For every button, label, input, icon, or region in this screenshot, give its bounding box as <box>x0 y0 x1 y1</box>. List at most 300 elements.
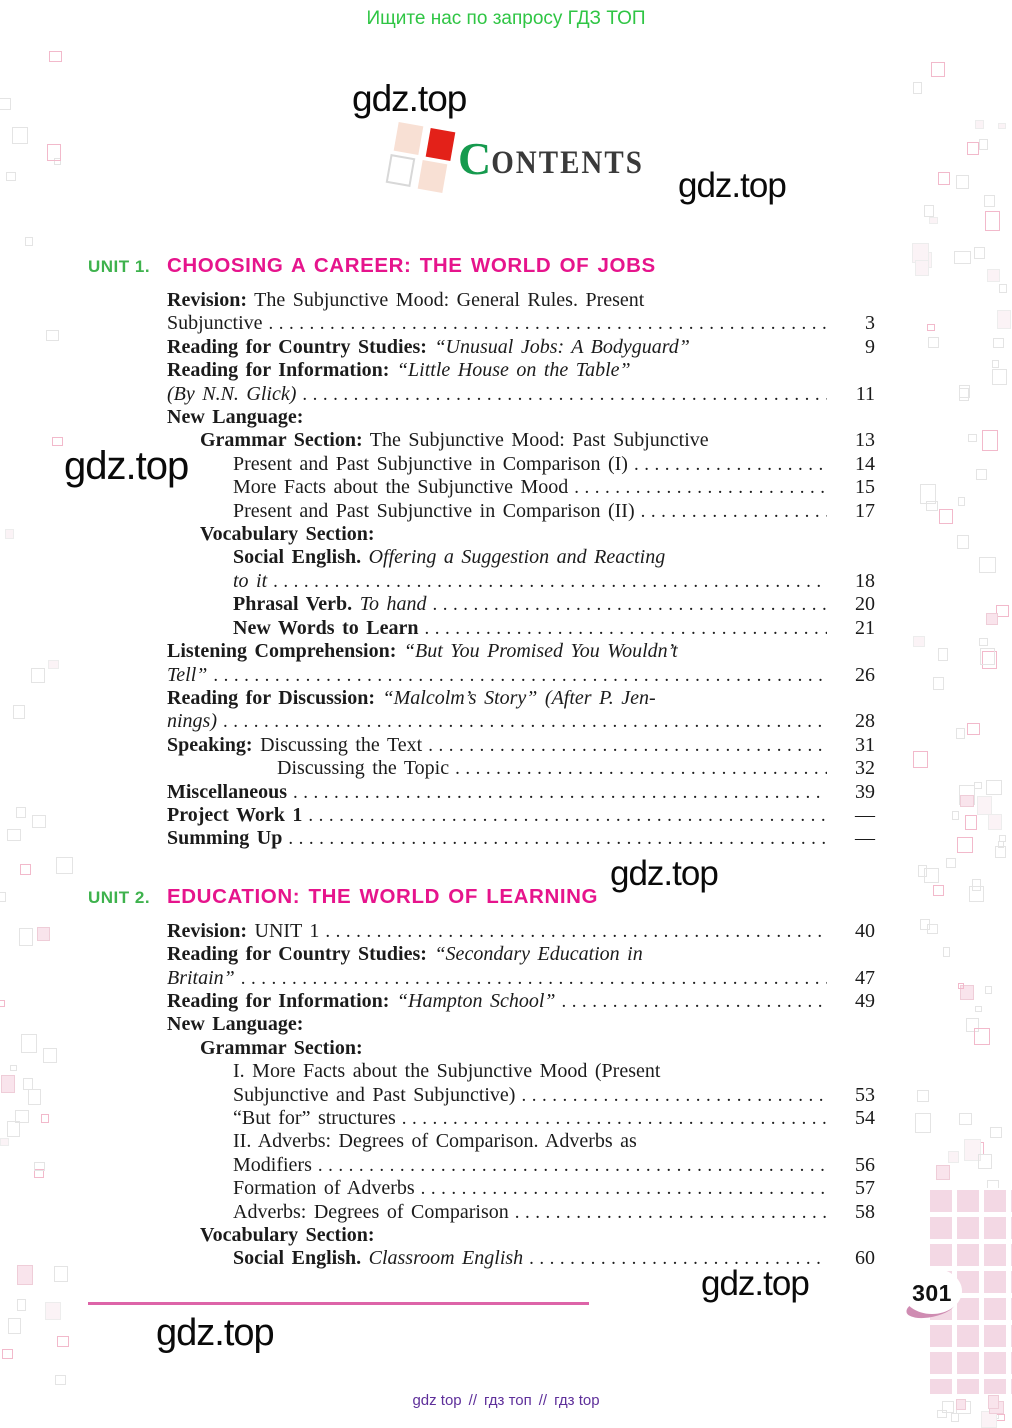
entry-page-number: 28 <box>855 710 875 733</box>
decor-square-icon <box>31 668 44 682</box>
toc-entry <box>167 734 875 757</box>
entry-text <box>167 687 656 710</box>
entry-segment: “But for” structures <box>233 1107 396 1129</box>
decor-square-icon <box>0 98 11 110</box>
decor-square-icon <box>952 811 959 820</box>
dot-leader <box>562 990 827 1013</box>
decor-square-icon <box>2 1349 13 1358</box>
decor-square-icon <box>7 1121 20 1137</box>
divider-line <box>88 1302 589 1305</box>
dot-leader <box>273 570 827 593</box>
toc-entry <box>167 920 875 943</box>
unit-title: EDUCATION: THE WORLD OF LEARNING <box>167 884 599 908</box>
logo-square-beige-bottom-icon <box>418 160 448 193</box>
decor-square-icon <box>52 437 63 446</box>
decor-square-icon <box>967 723 980 735</box>
entry-page-number: 56 <box>855 1153 875 1176</box>
toc-entry <box>167 687 875 710</box>
entry-segment: Subjunctive and Past Subjunctive) <box>233 1083 516 1106</box>
decor-square-icon <box>54 1266 69 1282</box>
toc-entry <box>233 546 875 569</box>
toc-entry <box>167 406 875 429</box>
entry-page-number: 26 <box>855 663 875 686</box>
entry-text <box>167 383 296 406</box>
entry-segment: Revision: <box>167 289 247 311</box>
decor-square-icon <box>956 728 966 739</box>
decor-square-icon <box>55 1375 67 1385</box>
entry-segment: Reading for Information: <box>167 989 390 1012</box>
entry-segment: Revision: <box>167 919 247 942</box>
entry-segment: Miscellaneous <box>167 780 287 803</box>
decor-square-icon <box>985 986 992 994</box>
decor-square-icon <box>967 142 979 154</box>
entry-segment: Grammar Section: <box>200 429 363 452</box>
decor-square-icon <box>999 835 1006 842</box>
contents-wordmark <box>458 133 644 184</box>
toc-entry <box>233 593 875 616</box>
entry-segment: “Secondary Education in <box>426 943 643 966</box>
decor-square-icon <box>984 195 995 207</box>
footer-links <box>0 1392 1012 1409</box>
entry-page-number: 11 <box>855 382 875 405</box>
decor-square-icon <box>927 324 935 331</box>
decor-square-icon <box>21 1034 37 1053</box>
dot-leader <box>515 1201 827 1224</box>
decor-square-icon <box>979 638 988 646</box>
dot-leader <box>432 593 827 616</box>
decor-square-icon <box>946 858 955 869</box>
dot-leader <box>455 757 827 780</box>
decor-square-icon <box>996 1414 1005 1421</box>
entry-segment: Reading for Information: <box>167 359 390 382</box>
entry-page-number: 39 <box>855 780 875 803</box>
decor-square-icon <box>5 529 14 539</box>
entry-text <box>233 1107 396 1130</box>
decor-square-icon <box>915 1113 931 1133</box>
decor-square-icon <box>49 51 61 62</box>
entry-page-number: 47 <box>855 966 875 989</box>
toc-entry <box>233 617 875 640</box>
toc-entry <box>167 943 875 966</box>
footer-separator: // <box>538 1392 548 1409</box>
decor-square-icon <box>959 1113 972 1126</box>
toc-entry <box>277 757 875 780</box>
decor-square-icon <box>17 1265 33 1285</box>
entry-text <box>233 617 418 640</box>
decor-square-icon <box>917 1090 929 1101</box>
entry-text <box>167 406 303 429</box>
decor-square-icon <box>948 1151 959 1163</box>
entry-segment: to it <box>233 569 268 592</box>
unit-label: UNIT 1. <box>88 257 151 276</box>
toc-entry <box>167 967 875 990</box>
entry-text <box>233 570 267 593</box>
promo-banner-text: Ищите нас по запросу ГДЗ ТОП <box>366 8 646 29</box>
decor-square-icon <box>47 144 61 161</box>
dot-leader <box>308 804 827 827</box>
toc-entry <box>167 312 875 335</box>
decor-square-icon <box>46 330 59 341</box>
entry-page-number: — <box>855 803 875 826</box>
toc-entry <box>167 1013 875 1036</box>
entry-segment: Offering a Suggestion and Reacting <box>361 546 666 569</box>
entry-text <box>167 640 678 663</box>
entry-segment: Social English. <box>233 546 362 569</box>
decor-square-icon <box>992 369 1007 385</box>
toc-entry <box>167 383 875 406</box>
entry-text <box>233 1154 312 1177</box>
decor-square-icon <box>17 1299 27 1311</box>
dot-leader <box>424 617 827 640</box>
decor-square-icon <box>915 260 929 276</box>
decor-square-icon <box>957 535 969 549</box>
watermark-1: gdz.top <box>352 78 467 119</box>
decor-square-icon <box>990 1127 1002 1138</box>
decor-square-icon <box>0 892 6 902</box>
entry-text <box>167 967 235 990</box>
decor-square-icon <box>968 434 978 442</box>
entry-text <box>233 1177 415 1200</box>
decor-square-icon <box>933 677 943 689</box>
decor-square-icon <box>37 927 51 941</box>
watermark-6: gdz.top <box>156 1312 274 1354</box>
entry-text <box>167 827 282 850</box>
decor-square-icon <box>13 705 24 720</box>
entry-segment: To hand <box>352 593 427 616</box>
footer-separator: // <box>468 1392 477 1409</box>
decor-square-icon <box>7 829 20 841</box>
entry-segment: Project Work 1 <box>167 803 303 826</box>
entry-page-number: 53 <box>855 1083 875 1106</box>
watermark-4: gdz.top <box>610 854 718 893</box>
page-number-value: 301 <box>912 1280 952 1306</box>
decor-square-icon <box>913 751 928 768</box>
entry-segment: (By N.N. Glick) <box>167 382 297 405</box>
decor-square-icon <box>979 557 996 572</box>
decor-square-icon <box>48 660 59 669</box>
entry-text <box>233 1201 509 1224</box>
decor-square-icon <box>986 780 1002 795</box>
decor-square-icon <box>8 1318 21 1334</box>
entry-segment: More Facts about the Subjunctive Mood <box>233 476 569 499</box>
entry-segment: Tell” <box>167 663 208 686</box>
entry-text <box>233 1060 660 1083</box>
watermark-3: gdz.top <box>64 444 189 488</box>
decor-square-icon <box>931 62 945 76</box>
decor-square-icon <box>992 360 999 368</box>
decor-square-icon <box>980 648 994 665</box>
decor-square-icon <box>960 795 974 807</box>
entry-text <box>233 1247 523 1270</box>
entry-page-number: 17 <box>855 499 875 522</box>
entry-text <box>200 1224 375 1247</box>
decor-square-icon <box>0 1000 5 1007</box>
entry-page-number: 49 <box>855 989 875 1012</box>
decor-square-icon <box>57 1336 69 1348</box>
toc-entry <box>233 453 875 476</box>
decor-square-icon <box>43 1048 57 1064</box>
entry-text <box>167 289 644 312</box>
entry-page-number: 60 <box>855 1247 875 1270</box>
dot-leader <box>288 827 827 850</box>
decor-square-icon <box>954 251 970 264</box>
toc-entry <box>167 359 875 382</box>
decor-square-icon <box>25 237 33 246</box>
logo-square-white-icon <box>386 154 416 187</box>
toc-entry <box>233 500 875 523</box>
decor-square-icon <box>988 814 1002 830</box>
unit-title: CHOOSING A CAREER: THE WORLD OF JOBS <box>167 254 656 277</box>
decor-square-icon <box>28 1089 41 1104</box>
dot-leader <box>318 1154 827 1177</box>
entry-text <box>167 943 643 966</box>
decor-square-icon <box>56 857 73 874</box>
toc-entry <box>167 664 875 687</box>
decor-square-icon <box>0 1138 8 1146</box>
decor-square-icon <box>920 484 937 504</box>
decor-square-icon <box>913 636 925 648</box>
decor-square-icon <box>16 807 26 818</box>
entry-text <box>167 336 690 359</box>
toc-entry <box>233 476 875 499</box>
decor-square-icon <box>986 613 998 626</box>
decor-square-icon <box>45 1302 61 1320</box>
decor-square-icon <box>938 648 949 661</box>
toc-entry <box>233 1084 875 1107</box>
entry-segment: Modifiers <box>233 1153 312 1176</box>
dot-leader <box>241 967 827 990</box>
toc-entry <box>233 1060 875 1083</box>
unit-entries <box>167 289 875 851</box>
entry-segment: Present and Past Subjunctive in Comparison (II) <box>233 499 635 522</box>
decor-square-icon <box>928 337 939 348</box>
toc-entry <box>167 804 875 827</box>
decor-square-icon <box>999 284 1007 294</box>
entry-page-number: 15 <box>855 476 875 499</box>
decor-square-icon <box>1 1075 15 1093</box>
toc <box>88 254 875 1271</box>
entry-page-number: 18 <box>855 569 875 592</box>
entry-segment: Social English. <box>233 1247 362 1270</box>
entry-segment: New Language: <box>167 1013 304 1036</box>
decor-square-icon <box>957 837 973 853</box>
entry-segment: “Hampton School” <box>389 989 556 1012</box>
toc-entry <box>200 1037 875 1060</box>
entry-page-number: 31 <box>855 733 875 756</box>
watermark-2: gdz.top <box>678 166 786 205</box>
decor-square-icon <box>927 924 938 934</box>
decor-square-icon <box>982 430 998 450</box>
entry-text <box>167 1013 303 1036</box>
entry-segment: Formation of Adverbs <box>233 1177 415 1200</box>
entry-text <box>167 920 319 943</box>
decor-square-icon <box>958 983 964 989</box>
entry-page-number: 21 <box>855 616 875 639</box>
dot-leader <box>428 734 827 757</box>
entry-segment: nings) <box>167 710 217 733</box>
entry-segment: Vocabulary Section: <box>200 523 375 546</box>
decor-square-icon <box>32 815 46 828</box>
entry-segment: Subjunctive <box>167 312 263 335</box>
entry-page-number: 58 <box>855 1200 875 1223</box>
unit-heading <box>88 254 875 279</box>
unit-heading <box>88 885 875 910</box>
dot-leader <box>521 1084 827 1107</box>
unit-label: UNIT 2. <box>88 887 151 907</box>
entry-segment: “But You Promised You Wouldn’t <box>396 640 678 663</box>
decor-square-icon <box>997 310 1012 329</box>
entry-segment: New Words to Learn <box>233 616 419 639</box>
toc-entry <box>233 1201 875 1224</box>
entry-segment: Phrasal Verb. <box>233 593 353 616</box>
entry-text <box>167 664 207 687</box>
toc-entry <box>167 336 875 359</box>
entry-text <box>167 312 263 335</box>
entry-segment: The Subjunctive Mood: General Rules. Present <box>247 289 645 311</box>
toc-unit <box>88 254 875 851</box>
dot-leader <box>402 1107 827 1130</box>
entry-segment: Present and Past Subjunctive in Comparison (I) <box>233 452 628 475</box>
toc-entry <box>167 640 875 663</box>
dot-leader <box>269 312 827 335</box>
decor-square-icon <box>993 338 1004 349</box>
contents-rest: ONTENTS <box>491 145 644 181</box>
dot-leader <box>302 383 827 406</box>
entry-segment: “Unusual Jobs: A Bodyguard” <box>426 335 690 358</box>
entry-segment: Speaking: <box>167 733 253 756</box>
entry-segment: Vocabulary Section: <box>200 1224 375 1247</box>
dot-leader <box>325 920 827 943</box>
decor-square-icon <box>965 815 978 830</box>
watermark-5: gdz.top <box>701 1264 809 1303</box>
entry-segment: Discussing the Text <box>252 733 423 756</box>
toc-entry <box>233 1154 875 1177</box>
toc-entry <box>167 781 875 804</box>
toc-entry <box>167 827 875 850</box>
contents-first-letter: C <box>458 133 492 184</box>
entry-segment: Reading for Country Studies: <box>167 335 427 358</box>
decor-square-icon <box>979 139 988 151</box>
entry-segment: New Language: <box>167 406 304 429</box>
entry-segment: Grammar Section: <box>200 1036 363 1059</box>
decor-square-icon <box>19 928 33 945</box>
dot-leader <box>213 664 827 687</box>
entry-page-number: 14 <box>855 452 875 475</box>
entry-page-number: 9 <box>865 335 875 358</box>
entry-segment: Discussing the Topic <box>277 757 450 780</box>
entry-segment: Reading for Country Studies: <box>167 943 427 966</box>
footer-link-gdz-top-cyr[interactable]: гдз топ <box>484 1392 532 1409</box>
entry-text <box>233 1084 515 1107</box>
decor-square-icon <box>929 217 938 225</box>
entry-text <box>233 1130 637 1153</box>
dot-leader <box>634 453 827 476</box>
decor-square-icon <box>938 172 950 185</box>
entry-page-number: 13 <box>855 429 875 452</box>
decor-square-icon <box>12 127 28 144</box>
decor-square-icon <box>981 1411 997 1428</box>
entry-page-number: — <box>855 827 875 850</box>
decor-square-icon <box>20 864 32 875</box>
entry-text <box>200 523 375 546</box>
entry-page-number: 3 <box>865 312 875 335</box>
entry-text <box>167 710 217 733</box>
entry-page-number: 54 <box>855 1107 875 1129</box>
decor-square-icon <box>977 796 992 815</box>
entry-segment: II. Adverbs: Degrees of Comparison. Adverbs as <box>233 1130 637 1153</box>
entry-page-number: 20 <box>855 593 875 616</box>
entry-segment: Britain” <box>167 966 235 989</box>
decor-square-icon <box>974 1028 990 1045</box>
decor-square-icon <box>951 1413 959 1423</box>
entry-text <box>200 429 709 452</box>
entry-segment: Adverbs: Degrees of Comparison <box>233 1200 509 1223</box>
entry-segment: Listening Comprehension: <box>167 640 397 663</box>
footer-link-gdz-top-lat[interactable]: gdz top <box>412 1392 462 1409</box>
footer-link-gdz-top-mixed[interactable]: гдз top <box>554 1392 600 1409</box>
dot-leader <box>574 476 827 499</box>
decor-square-icon <box>976 469 986 479</box>
toc-entry <box>200 1224 875 1247</box>
decor-square-icon <box>998 123 1005 129</box>
entry-text <box>233 546 665 569</box>
toc-entry <box>200 429 875 452</box>
decor-square-icon <box>974 247 985 259</box>
decor-square-icon <box>936 1165 950 1181</box>
entry-text <box>233 453 628 476</box>
dot-leader <box>421 1177 827 1200</box>
decor-square-icon <box>956 175 970 189</box>
entry-text <box>167 359 631 382</box>
entry-segment: Summing Up <box>167 827 283 850</box>
decor-square-icon <box>995 846 1006 858</box>
entry-text <box>277 757 449 780</box>
decor-square-icon <box>939 509 953 525</box>
dot-leader <box>641 500 827 523</box>
toc-entry <box>167 990 875 1013</box>
decor-square-icon <box>937 1410 947 1419</box>
decor-square-icon <box>958 497 965 506</box>
entry-text <box>200 1037 363 1060</box>
toc-unit <box>88 885 875 1271</box>
toc-entry <box>233 1177 875 1200</box>
entry-text <box>167 990 556 1013</box>
entry-text <box>167 734 422 757</box>
decor-square-icon <box>974 782 982 790</box>
entry-segment: “Malcolm’s Story” (After P. Jen- <box>375 686 656 709</box>
decor-square-icon <box>913 82 922 94</box>
decor-square-icon <box>985 211 1000 230</box>
entry-segment: The Subjunctive Mood: Past Subjunctive <box>362 429 709 452</box>
entry-segment: “Little House on the Table” <box>389 359 631 382</box>
toc-entry <box>233 570 875 593</box>
logo-square-beige-top-icon <box>394 122 424 155</box>
promo-banner <box>0 8 1012 30</box>
entry-text <box>233 500 635 523</box>
entry-text <box>233 476 568 499</box>
decor-square-icon <box>972 879 981 891</box>
dot-leader <box>223 710 827 733</box>
decor-square-icon <box>959 385 970 398</box>
decor-square-icon <box>987 269 999 282</box>
entry-segment: Reading for Discussion: <box>167 686 375 709</box>
unit-entries <box>167 920 875 1271</box>
toc-entry <box>233 1107 875 1130</box>
entry-text <box>167 781 287 804</box>
entry-text <box>167 804 302 827</box>
decor-square-icon <box>10 1065 17 1071</box>
logo-square-red-icon <box>426 128 456 161</box>
